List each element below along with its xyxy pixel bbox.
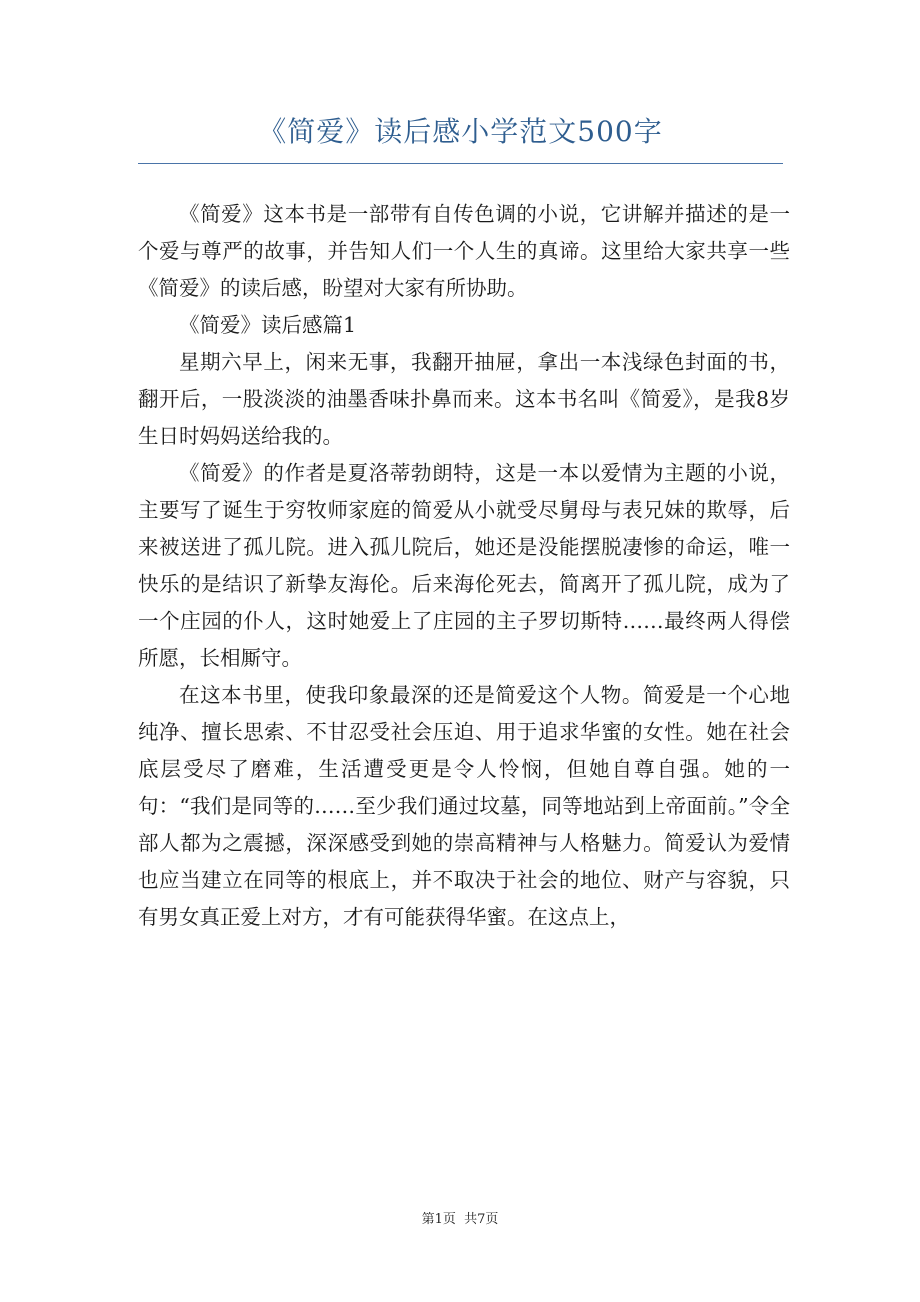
section-heading: 《简爱》读后感篇1 — [179, 313, 357, 337]
title-divider — [138, 163, 783, 164]
paragraph: 在这本书里，使我印象最深的还是简爱这个人物。简爱是一个心地纯净、擅长思索、不甘忍受社会压迫、用于追求华蜜的女性。她在社会底层受尽了磨难，生活遭受更是令人怜悯，但她自尊自强。她的一句：“我们是同等的……至少我们通过坟墓，同等地站到上帝面前。”令全部人都为之震撼，深深感受到她的崇高精神与人格魅力。简爱认为爱情也应当建立在同等的根底上，并不取决于社会的地位、财产与容貌，只有男女真正爱上对方，才有可能获得华蜜。在这点上， — [138, 683, 790, 929]
page-footer: 第1页 共7页 — [421, 1212, 499, 1227]
document-body — [138, 196, 790, 936]
paragraph: 《简爱》的作者是夏洛蒂勃朗特，这是一本以爱情为主题的小说，主要写了诞生于穷牧师家庭的简爱从小就受尽舅母与表兄妹的欺辱，后来被送进了孤儿院。进入孤儿院后，她还是没能摆脱凄惨的命运，唯一快乐的是结识了新挚友海伦。后来海伦死去，简离开了孤儿院，成为了一个庄园的仆人，这时她爱上了庄园的主子罗切斯特……最终两人得偿所愿，长相厮守。 — [138, 461, 790, 670]
paragraph: 星期六早上，闲来无事，我翻开抽屉，拿出一本浅绿色封面的书，翻开后，一股淡淡的油墨香味扑鼻而来。这本书名叫《简爱》，是我8岁生日时妈妈送给我的。 — [138, 350, 790, 448]
paragraph-intro: 《简爱》这本书是一部带有自传色调的小说，它讲解并描述的是一个爱与尊严的故事，并告知人们一个人生的真谛。这里给大家共享一些《简爱》的读后感，盼望对大家有所协助。 — [138, 202, 790, 300]
page-title: 《简爱》读后感小学范文500字 — [258, 115, 663, 148]
